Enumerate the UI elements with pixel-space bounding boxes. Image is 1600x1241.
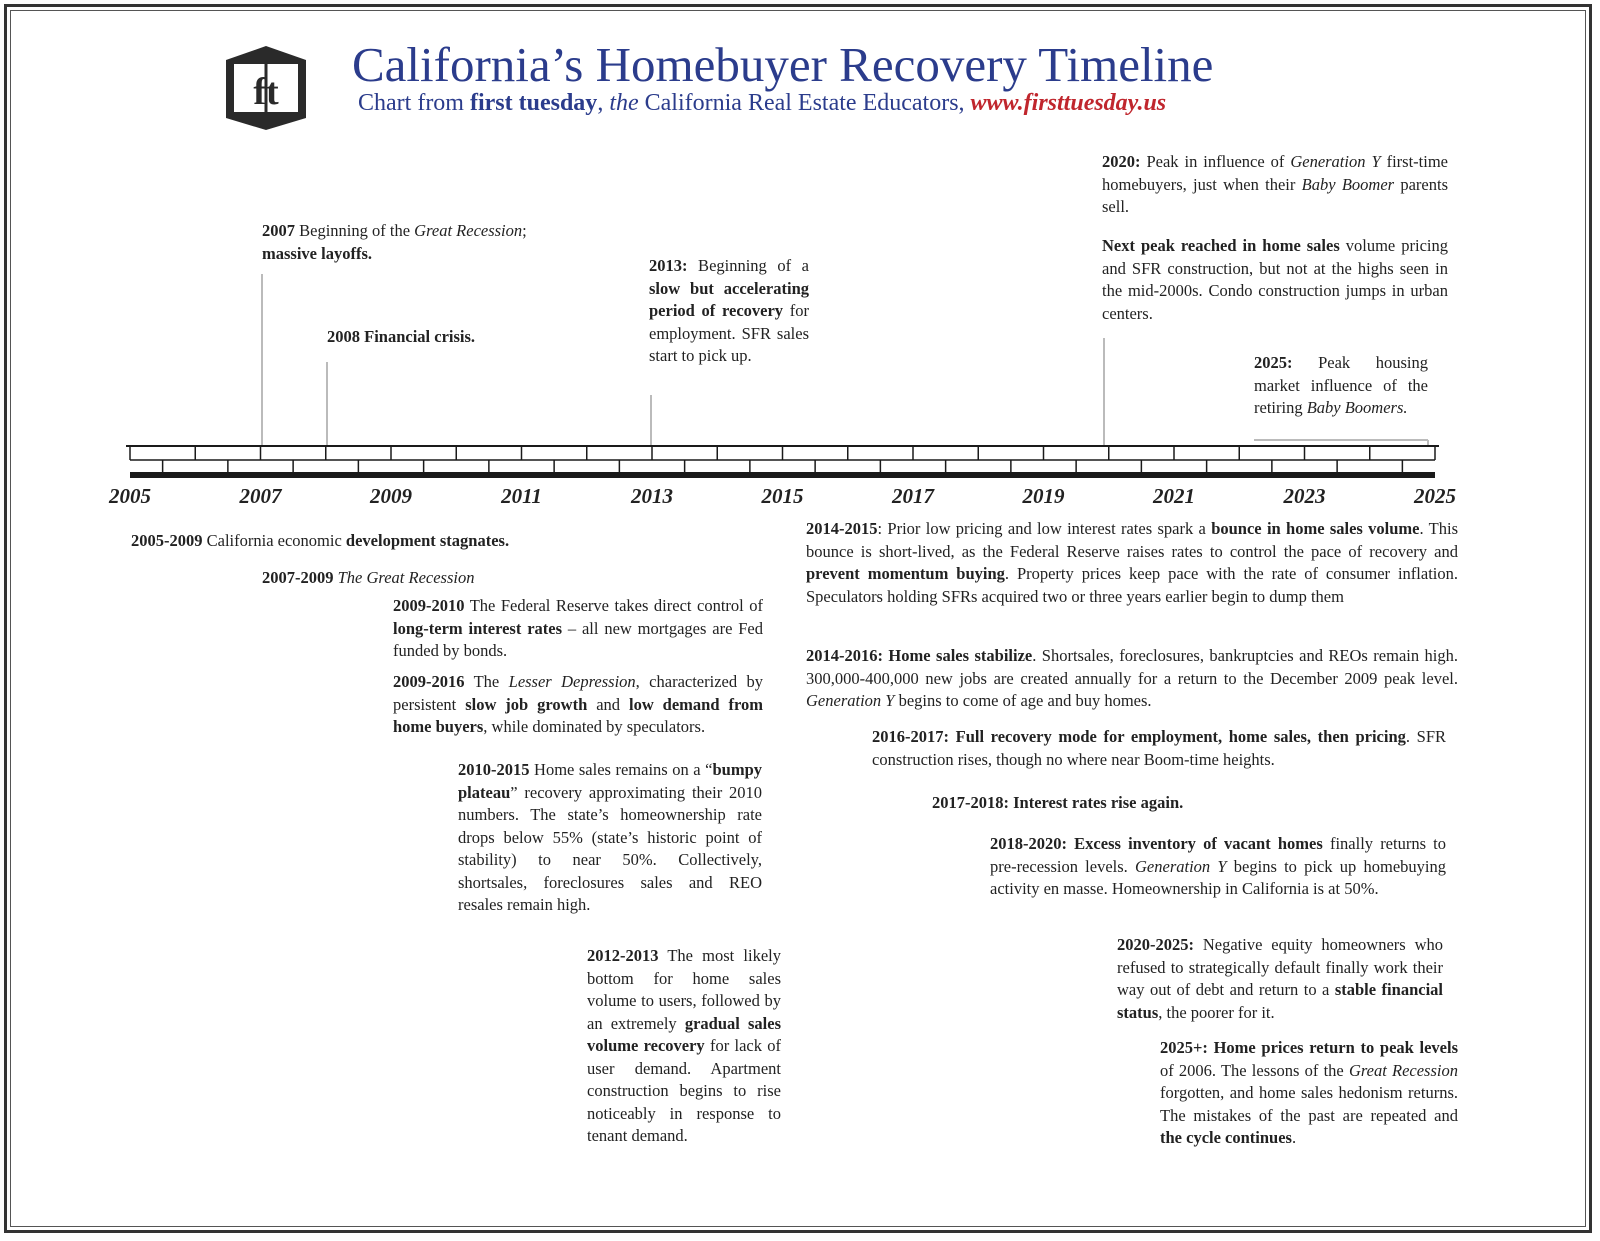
period-2017-2018: 2017-2018: Interest rates rise again. xyxy=(932,793,1184,812)
axis-label-2007: 2007 xyxy=(239,484,282,508)
period-2005-2009: 2005-2009 California economic development stagnates. xyxy=(131,531,510,550)
axis-label-2009: 2009 xyxy=(370,484,412,508)
period-2007-2009: 2007-2009 The Great Recession xyxy=(262,568,475,587)
period-2010-2015: 2010-2015 Home sales remains on a “bumpy plateau” recovery approximating their 2010 numbers. The state’s homeownership rate drops below 55% (state’s historic point of stability) to near 50%. Collectively, shortsales, foreclosures sales and REO resales remain high. xyxy=(458,760,762,914)
website-link[interactable]: www.firsttuesday.us xyxy=(970,90,1167,116)
subtitle: Chart from first tuesday, the California Real Estate Educators, www.firsttuesday.us xyxy=(358,90,1167,116)
axis-label-2019: 2019 xyxy=(1022,484,1065,508)
period-2009-2016: 2009-2016 The Lesser Depression, characterized by persistent slow job growth and low demand from home buyers, while dominated by speculators. xyxy=(393,672,763,736)
event-2007: 2007 Beginning of the Great Recession; massive layoffs. xyxy=(262,221,527,263)
page-title: California’s Homebuyer Recovery Timeline xyxy=(352,37,1214,92)
period-2016-2017: 2016-2017: Full recovery mode for employment, home sales, then pricing. SFR construction rises, though no where near Boom-time heights. xyxy=(872,727,1446,769)
period-2018-2020: 2018-2020: Excess inventory of vacant homes finally returns to pre-recession levels. Generation Y begins to pick up homebuying activity en masse. Homeownership in California is at 50%. xyxy=(990,834,1447,898)
period-2025-plus: 2025+: Home prices return to peak levels of 2006. The lessons of the Great Recession forgotten, and home sales hedonism returns. The mistakes of the past are repeated and the cycle continues. xyxy=(1160,1038,1458,1147)
axis-label-2023: 2023 xyxy=(1283,484,1326,508)
axis-label-2025: 2025 xyxy=(1414,484,1456,508)
axis-label-2013: 2013 xyxy=(631,484,673,508)
period-2020-2025: 2020-2025: Negative equity homeowners who refused to strategically default finally work their way out of debt and return to a stable financial status, the poorer for it. xyxy=(1117,935,1443,1022)
axis-year-labels xyxy=(108,484,1456,508)
axis-ticks xyxy=(126,446,1439,475)
axis-label-2005: 2005 xyxy=(109,484,151,508)
event-2008: 2008 Financial crisis. xyxy=(327,327,476,346)
period-2009-2010: 2009-2010 The Federal Reserve takes direct control of long-term interest rates – all new mortgages are Fed funded by bonds. xyxy=(393,596,763,660)
event-2025: 2025: Peak housing market influence of the retiring Baby Boomers. xyxy=(1254,353,1428,417)
axis-label-2021: 2021 xyxy=(1153,484,1195,508)
period-2014-2016: 2014-2016: Home sales stabilize. Shortsales, foreclosures, bankruptcies and REOs remain high. 300,000-400,000 new jobs are created annually for a return to the December 2009 peak level. Generation Y begins to come of age and buy homes. xyxy=(806,646,1459,710)
event-2020-peak: Next peak reached in home sales volume pricing and SFR construction, but not at the highs seen in the mid-2000s. Condo construction jumps in urban centers. xyxy=(1102,236,1448,323)
period-2012-2013: 2012-2013 The most likely bottom for home sales volume to users, followed by an extremely gradual sales volume recovery for lack of user demand. Apartment construction begins to rise noticeably in response to tenant demand. xyxy=(587,946,782,1145)
logo-text: ft xyxy=(253,71,279,113)
event-2020: 2020: Peak in influence of Generation Y first-time homebuyers, just when their Baby Boomer parents sell. xyxy=(1102,152,1448,216)
event-2013: 2013: Beginning of a slow but accelerating period of recovery for employment. SFR sales start to pick up. xyxy=(649,256,809,365)
axis-label-2011: 2011 xyxy=(501,484,542,508)
period-2014-2015: 2014-2015: Prior low pricing and low interest rates spark a bounce in home sales volume. This bounce is short-lived, as the Federal Reserve raises rates to control the pace of recovery and prevent momentum buying. Property prices keep pace with the rate of consumer inflation. Speculators holding SFRs acquired two or three years earlier begin to dump them xyxy=(806,519,1459,606)
axis-label-2015: 2015 xyxy=(761,484,804,508)
axis-label-2017: 2017 xyxy=(892,484,934,508)
